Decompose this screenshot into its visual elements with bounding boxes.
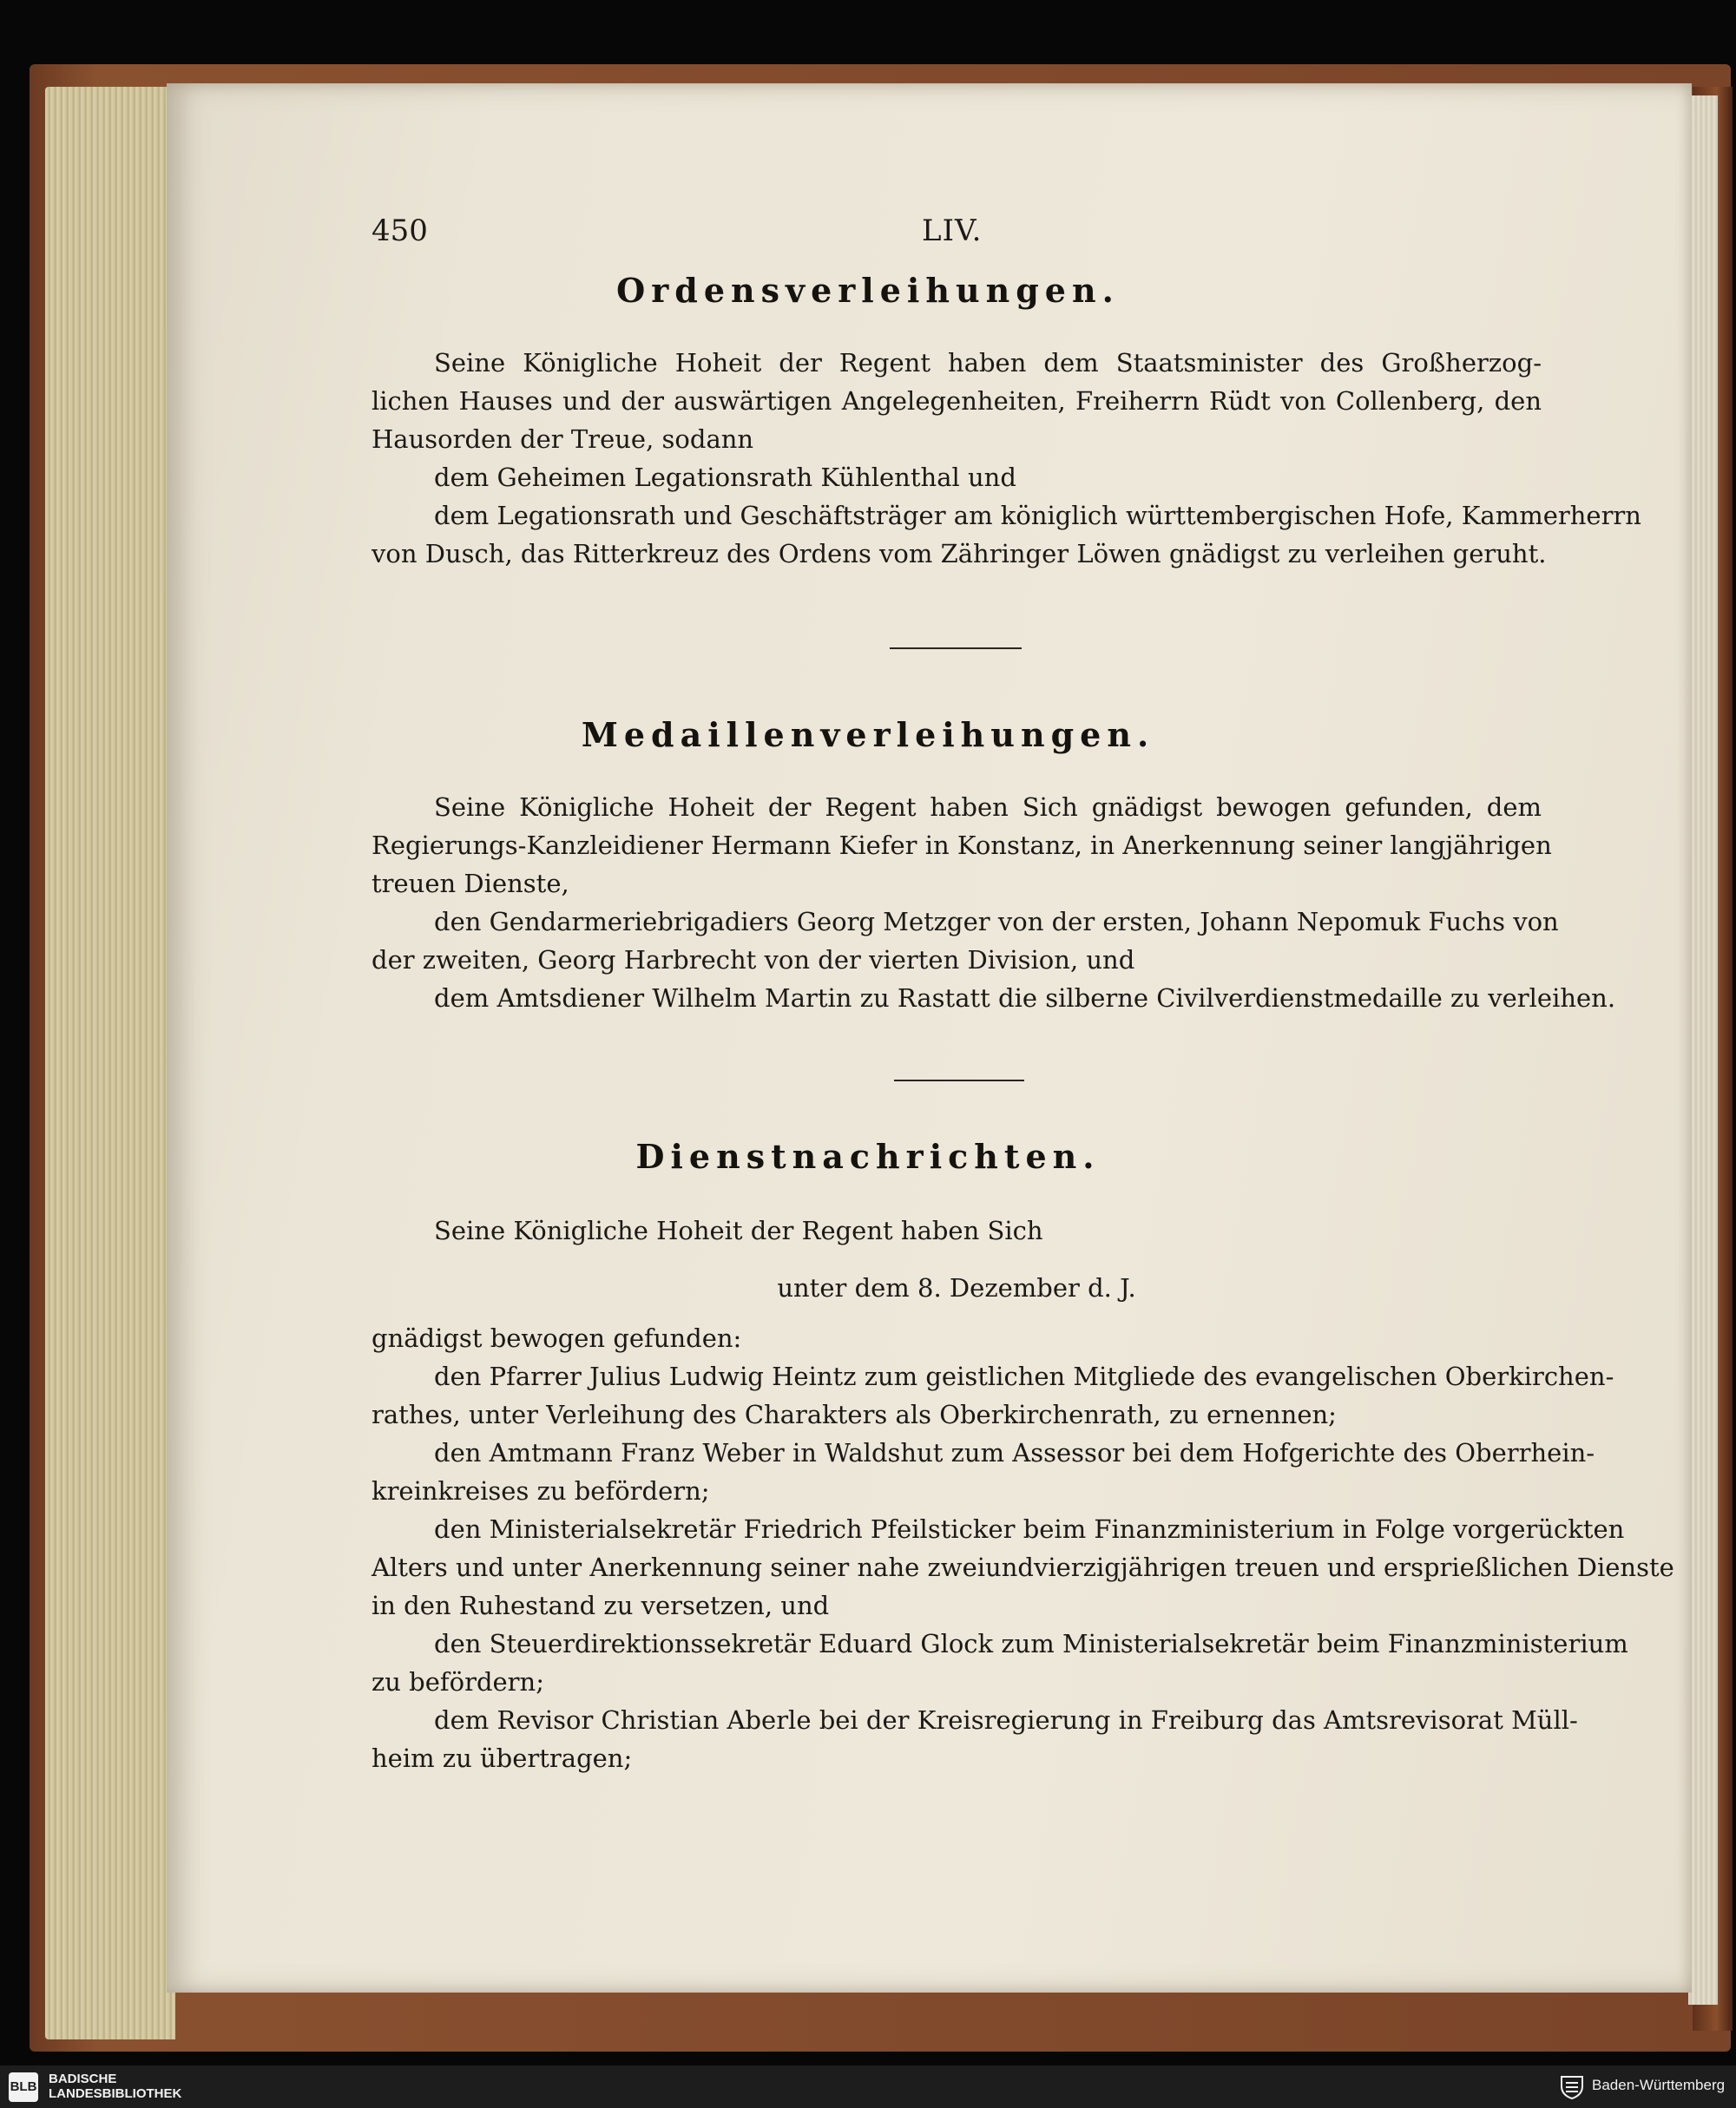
- library-name[interactable]: [49, 2072, 181, 2101]
- text-line: der zweiten, Georg Harbrecht von der vierten Division, und: [372, 945, 1135, 975]
- text-line: Alters und unter Anerkennung seiner nahe zweiundvierzigjährigen treuen und ersprießlichen Dienste: [372, 1553, 1674, 1582]
- text-line: Seine Königliche Hoheit der Regent haben Sich: [434, 1216, 1043, 1245]
- text-line: in den Ruhestand zu versetzen, und: [372, 1591, 830, 1620]
- blb-logo[interactable]: BLB: [9, 2072, 38, 2102]
- text-line: den Ministerialsekretär Friedrich Pfeilsticker beim Finanzministerium in Folge vorgerückten: [434, 1514, 1625, 1544]
- viewer-footer: [0, 2065, 1736, 2108]
- text-line: den Pfarrer Julius Ludwig Heintz zum geistlichen Mitgliede des evangelischen Oberkirchen-: [434, 1362, 1614, 1391]
- text-line: Regierungs-Kanzleidiener Hermann Kiefer in Konstanz, in Anerkennung seiner langjährigen: [372, 831, 1552, 860]
- section-heading-medaillen: Medaillenverleihungen.: [581, 715, 1155, 754]
- text-line: den Steuerdirektionssekretär Eduard Glock zum Ministerialsekretär beim Finanzministerium: [434, 1629, 1628, 1658]
- section-heading-dienst: Dienstnachrichten.: [635, 1137, 1101, 1176]
- text-line: zu befördern;: [372, 1667, 544, 1697]
- text-line: unter dem 8. Dezember d. J.: [777, 1273, 1136, 1303]
- text-line: dem Legationsrath und Geschäftsträger am königlich württembergischen Hofe, Kammerherrn: [434, 501, 1641, 530]
- page-stack-edge: [45, 87, 175, 2039]
- text-line: lichen Hauses und der auswärtigen Angelegenheiten, Freiherrn Rüdt von Collenberg, den: [372, 386, 1542, 416]
- text-line: Seine Königliche Hoheit der Regent haben dem Staatsminister des Großherzog-: [434, 348, 1542, 378]
- section-divider: [890, 647, 1022, 649]
- library-name-line2: LANDESBIBLIOTHEK: [49, 2086, 182, 2101]
- text-line: gnädigst bewogen gefunden:: [372, 1323, 742, 1353]
- text-line: dem Revisor Christian Aberle bei der Kreisregierung in Freiburg das Amtsrevisorat Müll-: [434, 1705, 1578, 1735]
- text-line: dem Geheimen Legationsrath Kühlenthal und: [434, 463, 1016, 492]
- text-line: kreinkreises zu befördern;: [372, 1476, 710, 1506]
- page-number: 450: [372, 213, 428, 248]
- text-line: rathes, unter Verleihung des Charakters als Oberkirchenrath, zu ernennen;: [372, 1400, 1337, 1429]
- running-head: LIV.: [922, 213, 983, 248]
- library-name-line1: BADISCHE: [49, 2072, 117, 2086]
- text-line: Seine Königliche Hoheit der Regent haben Sich gnädigst bewogen gefunden, dem: [434, 792, 1542, 822]
- text-line: heim zu übertragen;: [372, 1744, 633, 1773]
- right-page-edge: [1688, 95, 1718, 2005]
- text-line: dem Amtsdiener Wilhelm Martin zu Rastatt die silberne Civilverdienstmedaille zu verleihen.: [434, 983, 1616, 1013]
- text-line: treuen Dienste,: [372, 869, 569, 898]
- page-header: [0, 201, 1736, 253]
- text-line: den Amtmann Franz Weber in Waldshut zum Assessor bei dem Hofgerichte des Oberrhein-: [434, 1438, 1595, 1468]
- text-line: Hausorden der Treue, sodann: [372, 424, 754, 454]
- text-line: den Gendarmeriebrigadiers Georg Metzger von der ersten, Johann Nepomuk Fuchs von: [434, 907, 1559, 936]
- state-label[interactable]: Baden-Württemberg: [1592, 2077, 1726, 2093]
- coat-of-arms-icon: [1559, 2074, 1585, 2100]
- text-line: von Dusch, das Ritterkreuz des Ordens vom Zähringer Löwen gnädigst zu verleihen geruht.: [372, 539, 1547, 568]
- section-divider: [894, 1080, 1024, 1081]
- section-heading-orden: Ordensverleihungen.: [616, 271, 1120, 310]
